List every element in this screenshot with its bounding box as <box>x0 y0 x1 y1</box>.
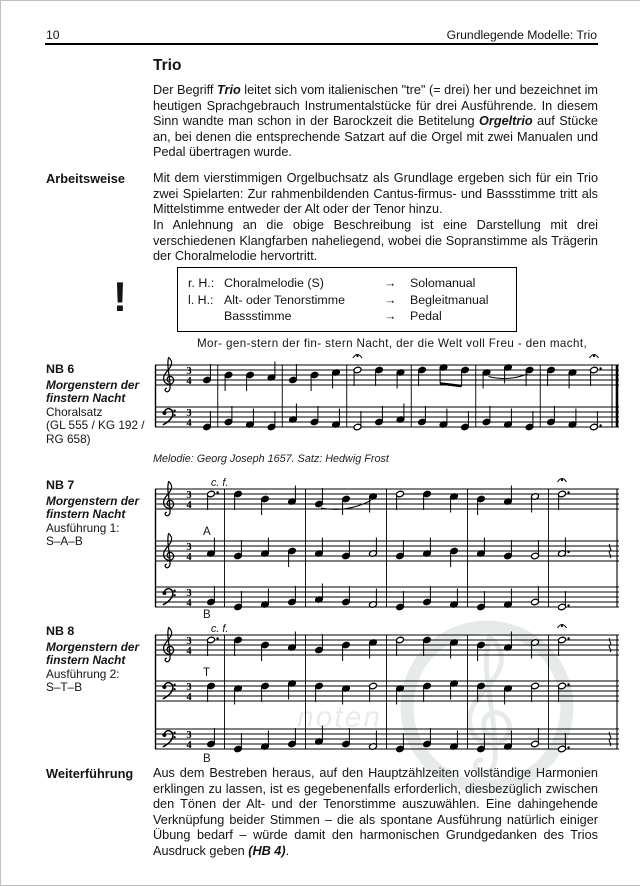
nb7-title: Morgenstern der finstern Nacht <box>46 493 140 522</box>
arbeitsweise-paragraph-1: Mit dem vierstimmigen Orgelbuchsatz als Grundlage ergeben sich für ein Trio zwei Spielarten: Zur rahmenbildenden Cantus-firmus- und Bassstimme tritt als Mittelstimme entweder der Alt oder der Tenor hinzu. <box>153 171 598 217</box>
running-head: Grundlegende Modelle: Trio <box>446 28 597 42</box>
destination-label: Solomanual <box>410 276 476 290</box>
hand-label <box>188 308 224 325</box>
nb7-voicing: S–A–B <box>46 534 83 549</box>
header-rule <box>45 43 598 45</box>
nb8-margin-block <box>46 625 148 695</box>
destination-label: Pedal <box>410 309 442 323</box>
svg-text:4: 4 <box>186 598 192 609</box>
svg-text:4: 4 <box>186 692 192 703</box>
arrow-icon: → <box>384 292 397 307</box>
voice-label: Choralmelodie (S) <box>224 276 324 290</box>
svg-text:3: 3 <box>186 408 192 419</box>
registration-box <box>177 267 517 332</box>
svg-text:3: 3 <box>186 636 192 647</box>
arrow-icon: → <box>384 309 397 323</box>
nb7-voice-mark-bass: B <box>203 609 211 621</box>
svg-text:3: 3 <box>186 490 192 501</box>
nb7-cantus-firmus-mark: c. f. <box>211 477 229 489</box>
svg-text:4: 4 <box>186 500 192 511</box>
svg-text:3: 3 <box>186 730 192 741</box>
nb6-caption: Melodie: Georg Joseph 1657. Satz: Hedwig Frost <box>153 453 389 465</box>
destination-label: Begleitmanual <box>410 292 489 307</box>
intro-paragraph: Der Begriff Trio leitet sich vom italienischen "tre" (= drei) her und bezeichnet im heutigen Sprachgebrauch Instrumentalstücke für drei Ausführende. In diesem Sinn wandte man schon in der Barockzeit die Betitelung Orgeltrio auf Stücke an, bei denen die entsprechende Satzart auf die Orgel mit zwei Manualen und Pedal übertragen wurde. <box>153 83 598 160</box>
nb8-title: Morgenstern der finstern Nacht <box>46 639 140 668</box>
svg-text:4: 4 <box>186 376 192 387</box>
arrow-icon: → <box>384 276 397 290</box>
svg-text:4: 4 <box>186 740 192 751</box>
registration-row <box>188 275 506 292</box>
svg-text:4: 4 <box>186 646 192 657</box>
page-title: Trio <box>153 57 182 74</box>
voice-label: Alt- oder Tenorstimme <box>224 292 345 307</box>
nb7-score <box>149 475 621 621</box>
nb6-score <box>149 353 621 449</box>
svg-text:3: 3 <box>186 588 192 599</box>
nb7-number: NB 7 <box>46 478 75 492</box>
registration-row <box>188 292 506 309</box>
margin-label-arbeitsweise: Arbeitsweise <box>46 171 125 186</box>
svg-text:3: 3 <box>186 366 192 377</box>
page-number: 10 <box>46 28 60 42</box>
nb8-voice-mark-tenor: T <box>203 667 211 679</box>
nb8-score <box>149 621 621 771</box>
nb6-subtitle: Choralsatz <box>46 404 103 419</box>
hand-label: r. H.: <box>188 276 215 290</box>
nb7-subtitle: Ausführung 1: <box>46 520 120 535</box>
svg-text:4: 4 <box>186 418 192 429</box>
arbeitsweise-paragraph-2: In Anlehnung an die obige Beschreibung ist eine Darstellung mit drei verschiedenen Klangfarben naheliegend, wobei die Sopranstimme als Trägerin der Choralmelodie hervortritt. <box>153 218 598 264</box>
svg-text:4: 4 <box>186 552 192 563</box>
nb6-margin-block <box>46 363 148 447</box>
voice-label: Bassstimme <box>224 309 292 323</box>
nb8-voice-mark-bass: B <box>203 753 211 765</box>
nb8-number: NB 8 <box>46 624 75 638</box>
nb6-number: NB 6 <box>46 362 75 376</box>
watermark-text: noten <box>297 701 383 734</box>
nb6-title: Morgenstern der finstern Nacht <box>46 377 140 406</box>
chorale-lyrics: Mor- gen-stern der fin- stern Nacht, der die Welt voll Freu - den macht, <box>197 337 588 350</box>
svg-text:3: 3 <box>186 542 192 553</box>
nb7-voice-mark-alt: A <box>203 526 211 538</box>
nb8-cantus-firmus-mark: c. f. <box>211 623 229 635</box>
exclamation-mark: ! <box>113 273 127 320</box>
weiterfuehrung-paragraph: Aus dem Bestreben heraus, auf den Hauptzählzeiten vollständige Harmonien erklingen zu lassen, ist es gegebenenfalls erforderlich, diesbezüglich zwischen den Tönen der Alt- und der Tenorstimme auszuwählen. Eine dahingehende Verknüpfung beider Stimmen – die als spontane Ausführung natürlich einiger Übung bedarf – würde damit den harmonischen Grundgedanken des Trios Ausdruck geben (HB 4). <box>153 766 598 858</box>
nb8-voicing: S–T–B <box>46 680 83 695</box>
svg-text:3: 3 <box>186 682 192 693</box>
registration-row <box>188 308 506 325</box>
nb6-refs: (GL 555 / KG 192 / RG 658) <box>46 418 145 446</box>
margin-label-weiterfuehrung: Weiterführung <box>46 766 134 781</box>
nb7-margin-block <box>46 479 148 549</box>
hand-label: l. H.: <box>188 292 214 307</box>
nb8-subtitle: Ausführung 2: <box>46 666 120 681</box>
